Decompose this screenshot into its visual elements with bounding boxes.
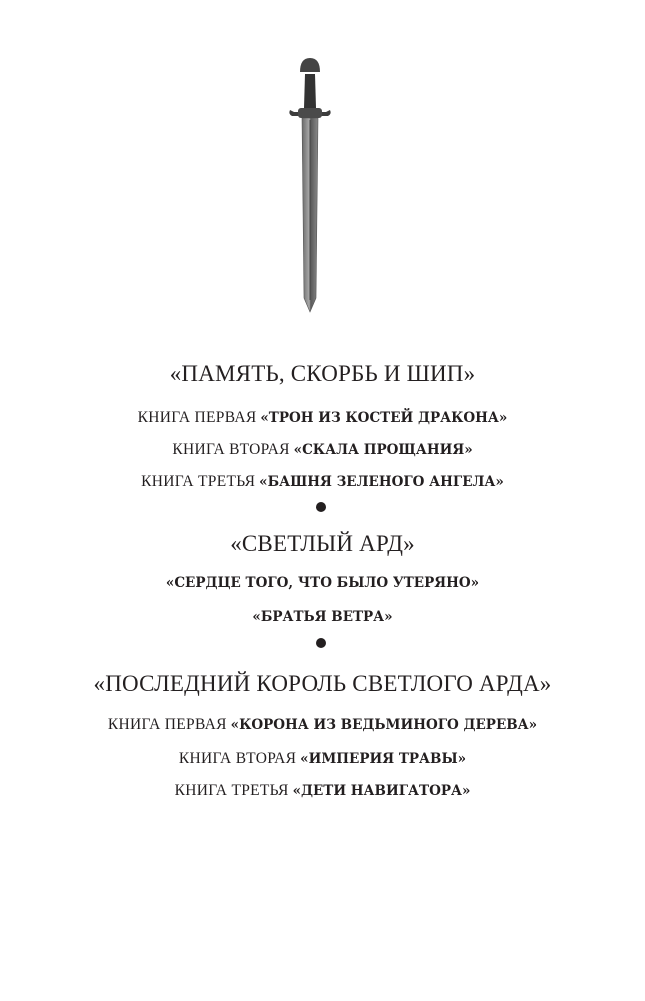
- series-title: «ПАМЯТЬ, СКОРБЬ И ШИП»: [169, 361, 476, 386]
- book-title: «ДЕТИ НАВИГАТОРА»: [292, 783, 471, 799]
- book-number: КНИГА ВТОРАЯ: [172, 441, 290, 458]
- book-number: КНИГА ПЕРВАЯ: [107, 716, 227, 733]
- bullet-dot: [316, 638, 326, 648]
- book-line: [0, 783, 645, 799]
- book-title: «БАШНЯ ЗЕЛЕНОГО АНГЕЛА»: [259, 474, 504, 490]
- book-title: «СКАЛА ПРОЩАНИЯ»: [293, 442, 473, 458]
- book-title: «БРАТЬЯ ВЕТРА»: [252, 609, 393, 625]
- book-line: [0, 751, 645, 767]
- sword-icon: [270, 50, 350, 320]
- book-line: [0, 474, 645, 490]
- book-line: [0, 609, 645, 625]
- series-title: «СВЕТЛЫЙ АРД»: [230, 531, 415, 556]
- book-number: КНИГА ТРЕТЬЯ: [141, 473, 256, 490]
- book-number: КНИГА ТРЕТЬЯ: [174, 782, 289, 799]
- book-number: КНИГА ВТОРАЯ: [178, 750, 297, 767]
- book-line: [0, 575, 645, 591]
- bullet-dot: [316, 502, 326, 512]
- book-line: [0, 717, 645, 733]
- book-line: [0, 410, 645, 426]
- book-title: «СЕРДЦЕ ТОГО, ЧТО БЫЛО УТЕРЯНО»: [165, 575, 480, 591]
- book-title: «КОРОНА ИЗ ВЕДЬМИНОГО ДЕРЕВА»: [230, 717, 538, 733]
- book-title: «ТРОН ИЗ КОСТЕЙ ДРАКОНА»: [260, 410, 508, 426]
- series-title: «ПОСЛЕДНИЙ КОРОЛЬ СВЕТЛОГО АРДА»: [93, 671, 552, 696]
- book-title: «ИМПЕРИЯ ТРАВЫ»: [300, 751, 467, 767]
- book-number: КНИГА ПЕРВАЯ: [137, 409, 257, 426]
- book-line: [0, 442, 645, 458]
